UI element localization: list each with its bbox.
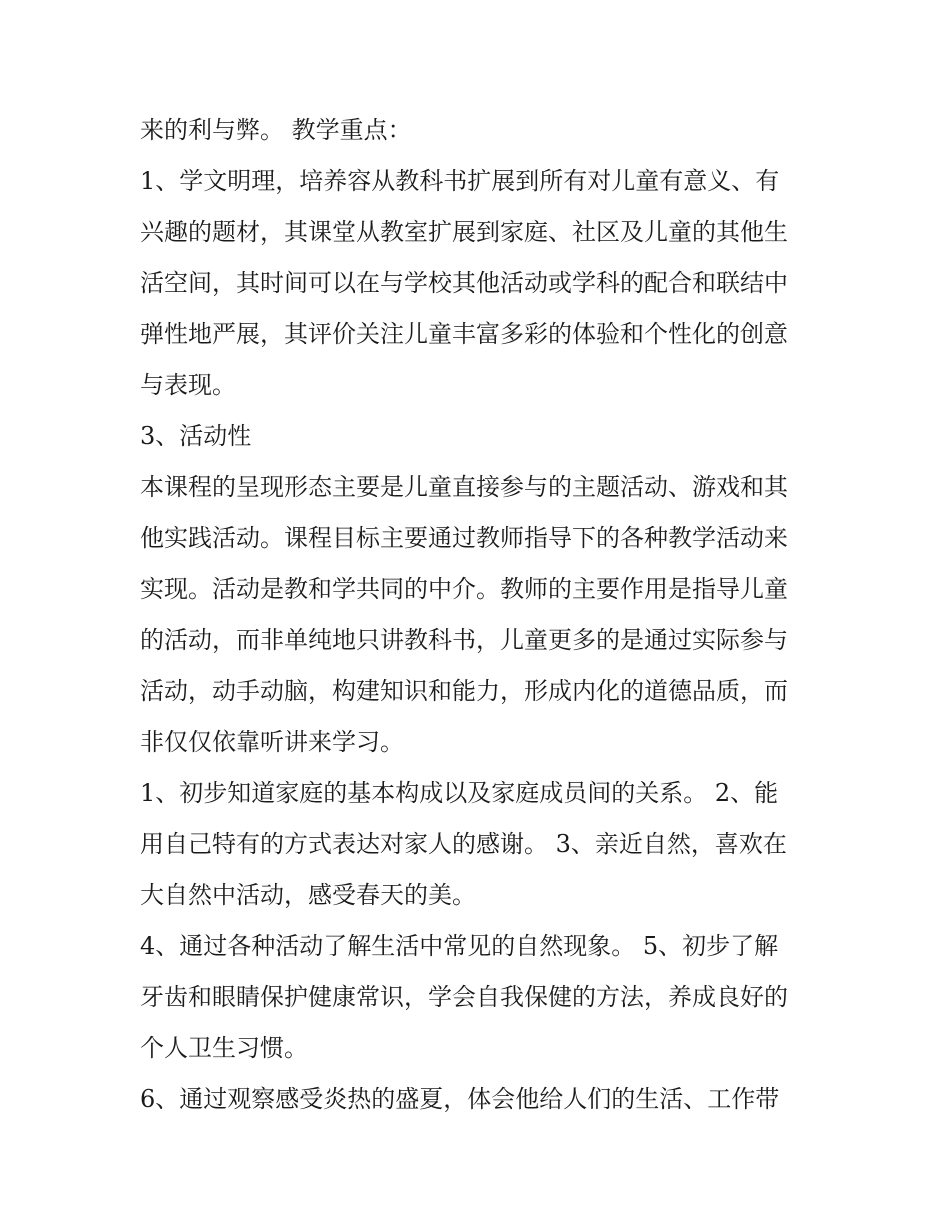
text-line: 6、通过观察感受炎热的盛夏，体会他给人们的生活、工作带 — [140, 1085, 780, 1113]
text-line: 4、通过各种活动了解生活中常见的自然现象。 5、初步了解 — [140, 932, 779, 960]
text-line: 实现。活动是教和学共同的中介。教师的主要作用是指导儿童 — [140, 575, 788, 603]
text-line: 活空间，其时间可以在与学校其他活动或学科的配合和联结中 — [140, 269, 788, 297]
text-line: 非仅仅依靠听讲来学习。 — [140, 728, 404, 756]
text-line: 来的利与弊。 教学重点： — [140, 116, 412, 144]
text-line: 1、初步知道家庭的基本构成以及家庭成员间的关系。 2、能 — [140, 779, 779, 807]
text-line: 3、活动性 — [140, 422, 252, 450]
text-line: 1、学文明理，培养容从教科书扩展到所有对儿童有意义、有 — [140, 167, 780, 195]
text-line: 本课程的呈现形态主要是儿童直接参与的主题活动、游戏和其 — [140, 473, 788, 501]
text-line: 兴趣的题材，其课堂从教室扩展到家庭、社区及儿童的其他生 — [140, 218, 788, 246]
text-line: 用自己特有的方式表达对家人的感谢。 3、亲近自然，喜欢在 — [140, 830, 787, 858]
document-body — [140, 105, 830, 1125]
text-line: 活动，动手动脑，构建知识和能力，形成内化的道德品质，而 — [140, 677, 788, 705]
text-line: 的活动，而非单纯地只讲教科书，儿童更多的是通过实际参与 — [140, 626, 788, 654]
text-line: 弹性地严展，其评价关注儿童丰富多彩的体验和个性化的创意 — [140, 320, 788, 348]
text-line: 与表现。 — [140, 371, 236, 399]
text-line: 牙齿和眼睛保护健康常识，学会自我保健的方法，养成良好的 — [140, 983, 788, 1011]
text-line: 他实践活动。课程目标主要通过教师指导下的各种教学活动来 — [140, 524, 788, 552]
text-line: 个人卫生习惯。 — [140, 1034, 308, 1062]
text-line: 大自然中活动，感受春天的美。 — [140, 881, 476, 909]
